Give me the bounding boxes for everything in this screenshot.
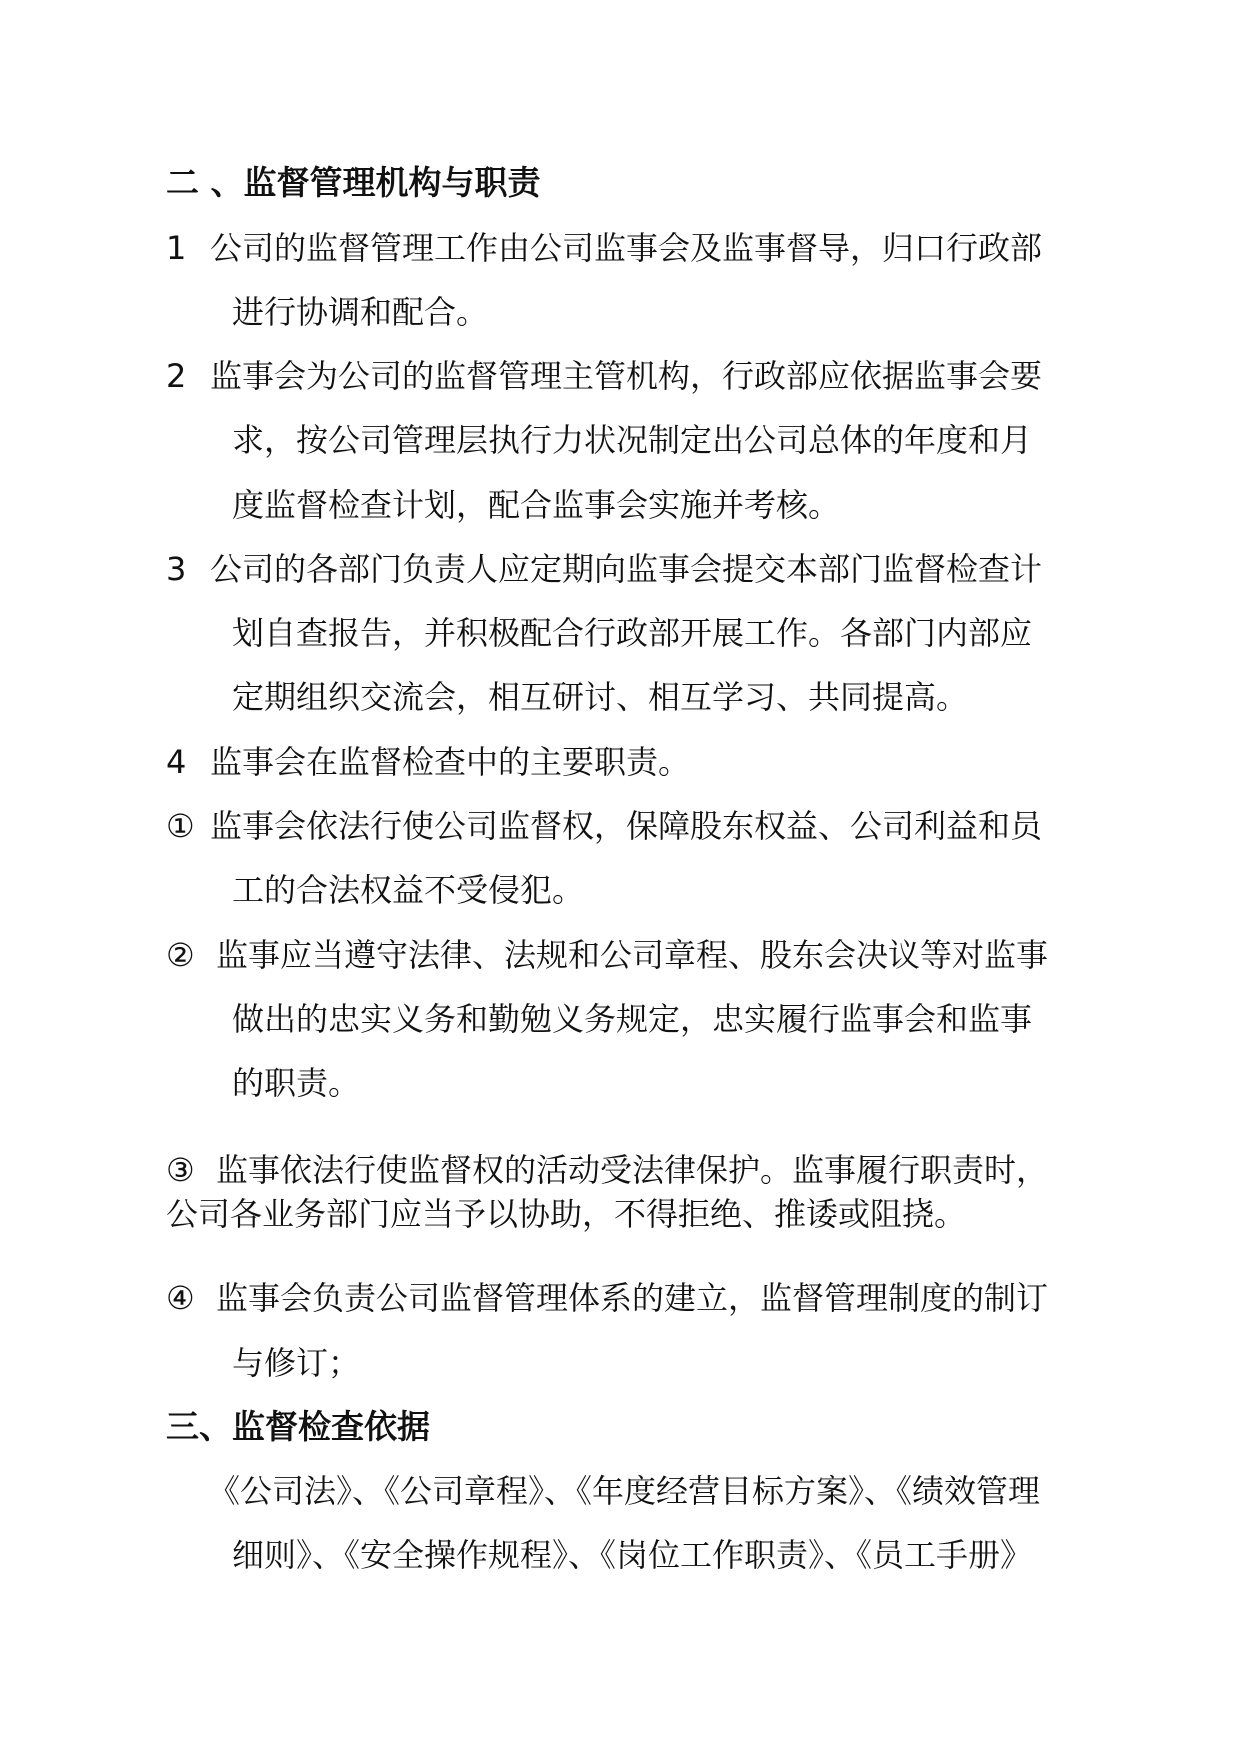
duty-text-line: 的职责。 [232, 1064, 361, 1102]
duty-text-line: 监事依法行使监督权的活动受法律保护。监事履行职责时， [216, 1151, 1049, 1189]
item-number: 1 [166, 229, 187, 267]
duty-number: ③ [166, 1151, 195, 1189]
basis-text-line: 细则》、《安全操作规程》、《岗位工作职责》、《员工手册》 [232, 1536, 1033, 1574]
duty-text-line: 工的合法权益不受侵犯。 [232, 871, 585, 909]
section-heading-2: 二 、监督管理机构与职责 [166, 163, 541, 202]
item-text-line: 求，按公司管理层执行力状况制定出公司总体的年度和月 [232, 421, 1033, 459]
section-heading-3: 三、监督检查依据 [166, 1407, 430, 1446]
duty-text-line: 监事会依法行使公司监督权，保障股东权益、公司利益和员 [210, 807, 1043, 845]
item-text-line: 度监督检查计划，配合监事会实施并考核。 [232, 486, 841, 524]
basis-text-line: 《公司法》、《公司章程》、《年度经营目标方案》、《绩效管理 [208, 1472, 1041, 1510]
duty-text-line: 监事会负责公司监督管理体系的建立，监督管理制度的制订 [216, 1279, 1049, 1317]
item-text-line: 定期组织交流会，相互研讨、相互学习、共同提高。 [232, 678, 969, 716]
duty-text-line: 做出的忠实义务和勤勉义务规定，忠实履行监事会和监事 [232, 1000, 1033, 1038]
duty-text-line: 与修订； [232, 1344, 361, 1382]
item-number: 2 [166, 357, 187, 395]
duty-number: ④ [166, 1279, 195, 1317]
duty-text-line: 公司各业务部门应当予以协助，不得拒绝、推诿或阻挠。 [166, 1195, 967, 1233]
item-text-line: 划自查报告，并积极配合行政部开展工作。各部门内部应 [232, 614, 1033, 652]
duty-text-line: 监事应当遵守法律、法规和公司章程、股东会决议等对监事 [216, 936, 1049, 974]
item-number: 4 [166, 743, 187, 781]
item-text-line: 监事会在监督检查中的主要职责。 [210, 743, 691, 781]
duty-number: ② [166, 936, 195, 974]
duty-number: ① [166, 807, 195, 845]
item-text-line: 监事会为公司的监督管理主管机构，行政部应依据监事会要 [210, 357, 1043, 395]
item-number: 3 [166, 550, 187, 588]
item-text-line: 公司的各部门负责人应定期向监事会提交本部门监督检查计 [210, 550, 1043, 588]
item-text-line: 进行协调和配合。 [232, 293, 489, 331]
item-text-line: 公司的监督管理工作由公司监事会及监事督导，归口行政部 [210, 229, 1043, 267]
